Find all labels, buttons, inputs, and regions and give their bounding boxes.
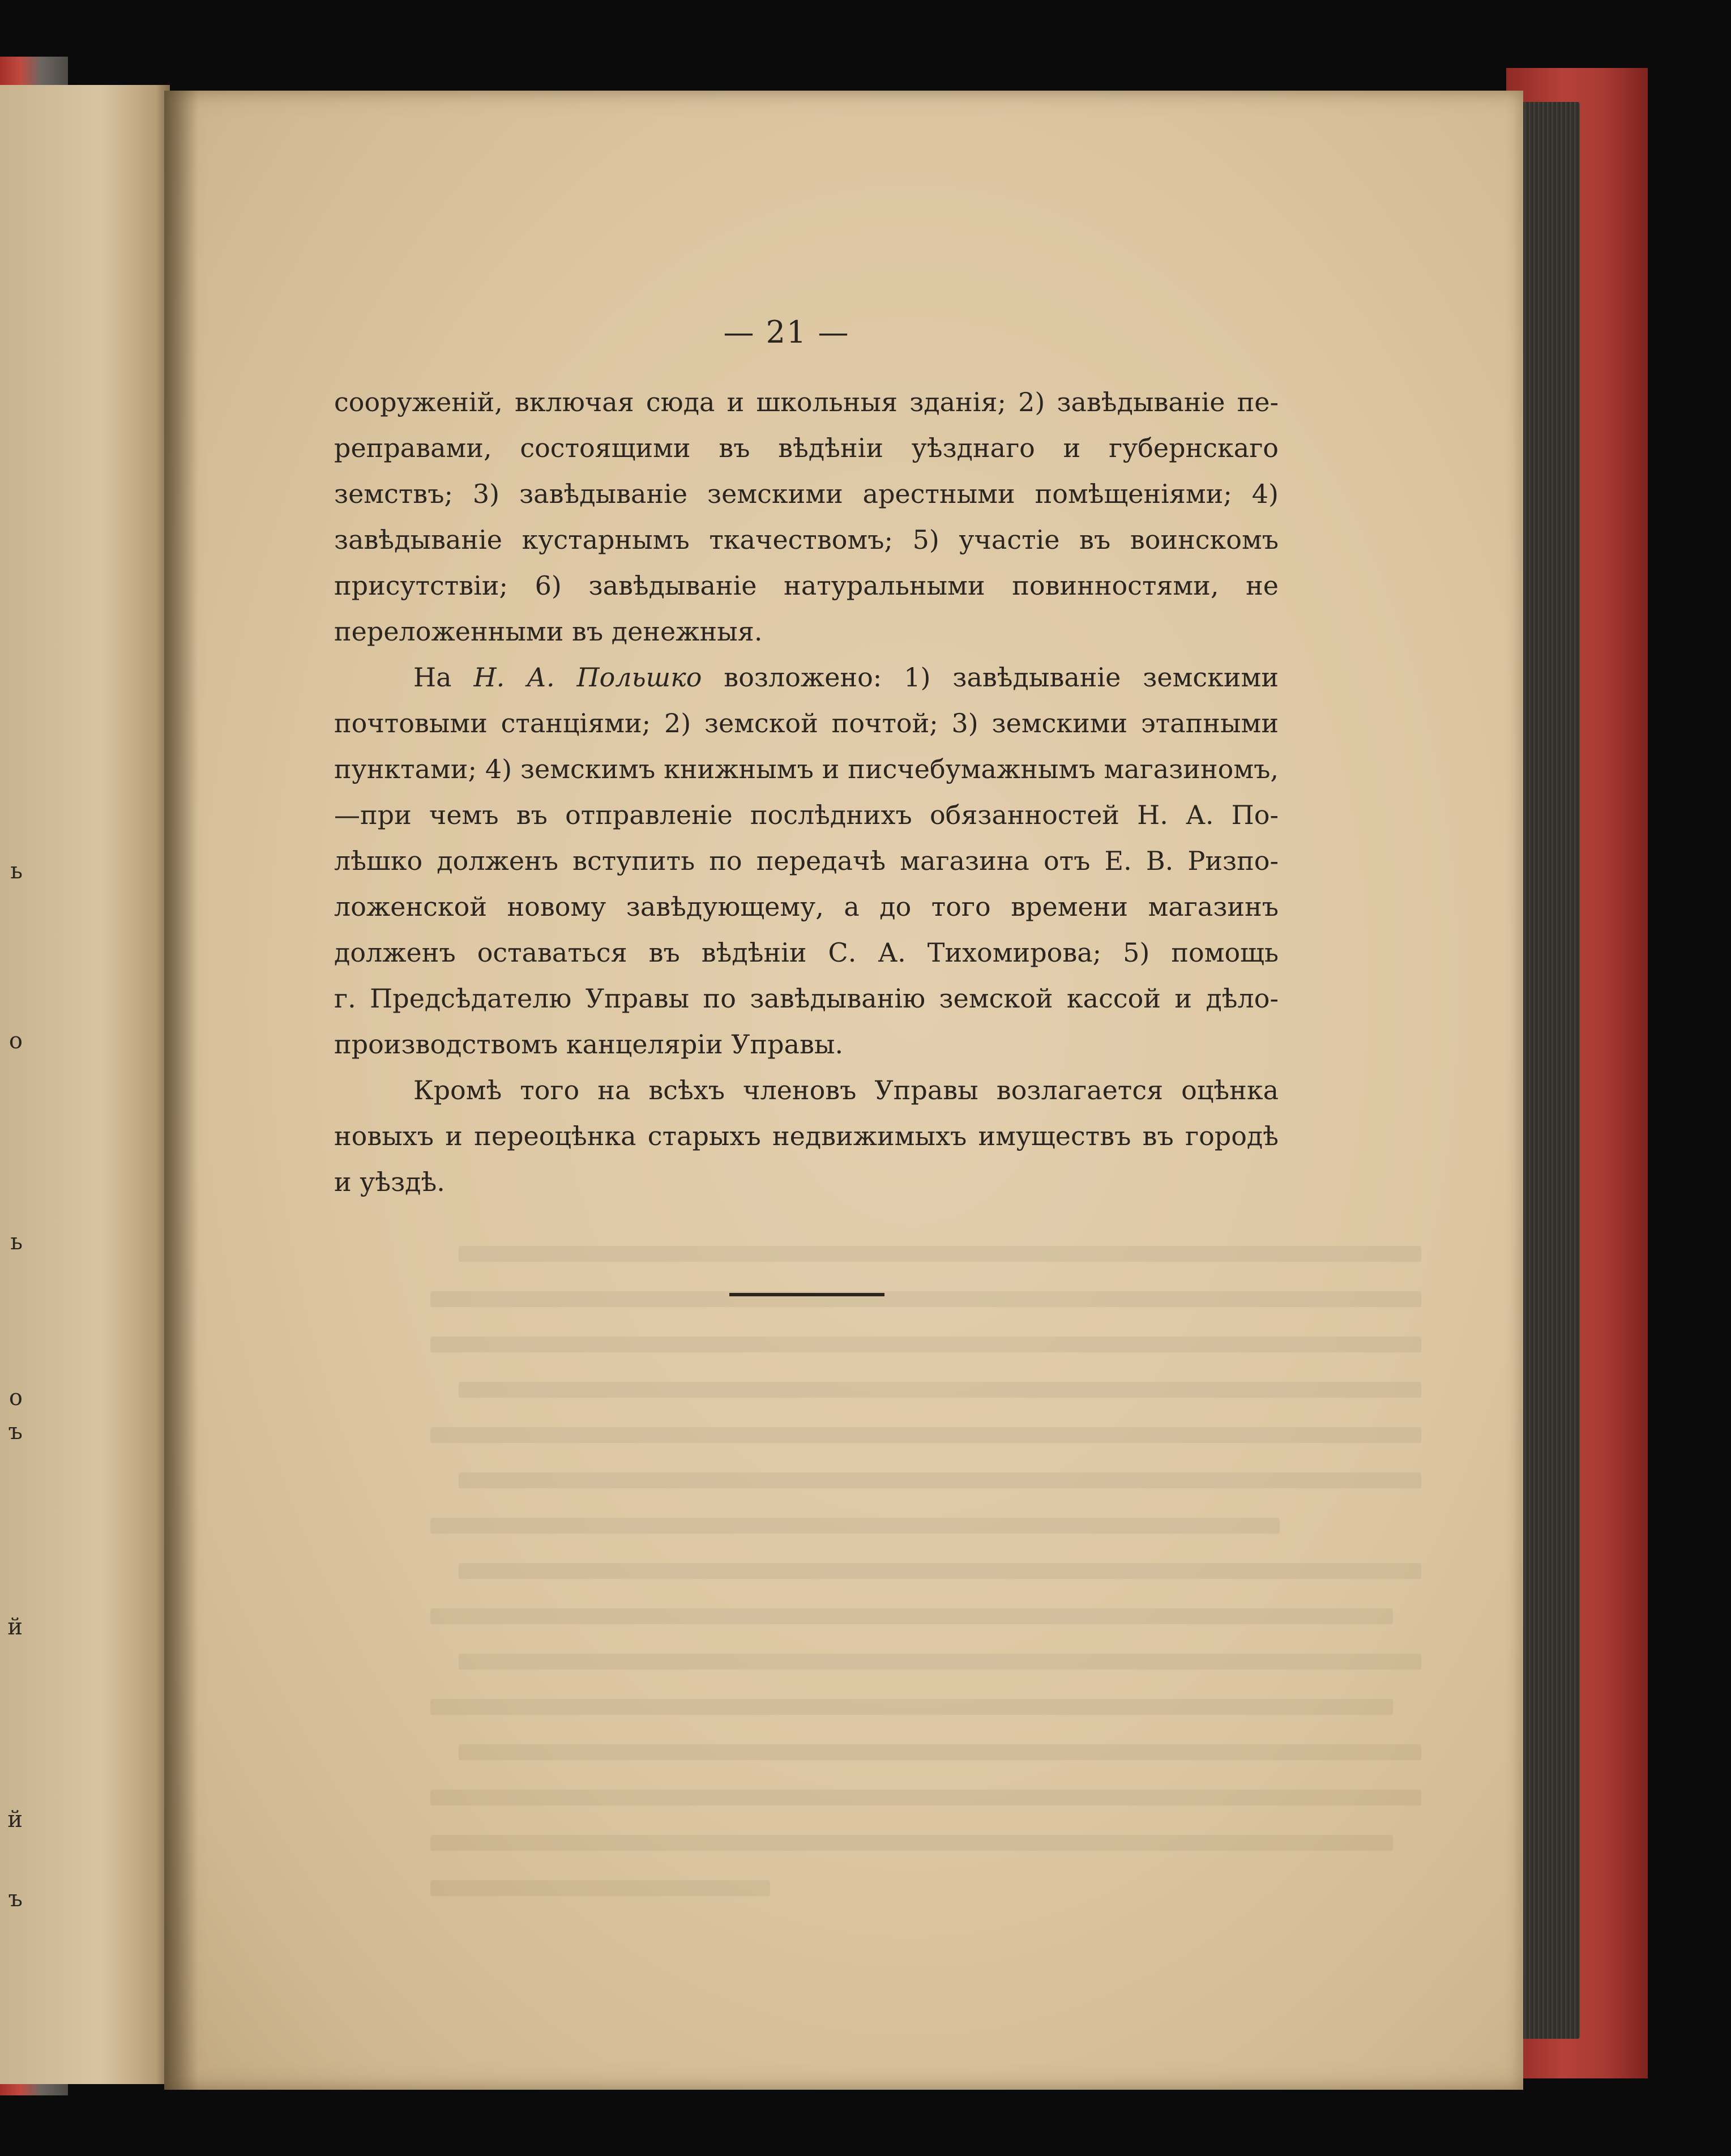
text-run: На <box>413 662 474 693</box>
text-line: новыхъ и переоцѣнка старыхъ недвижимыхъ имуществъ въ городѣ <box>334 1121 1279 1151</box>
gutter-shadow <box>164 91 198 2090</box>
left-page-fragment: ь <box>10 1229 23 1255</box>
person-name-italic: Н. А. Польшко <box>473 662 702 693</box>
text-line: и уѣздѣ. <box>334 1167 445 1197</box>
paragraph-3 <box>334 1068 1279 1205</box>
text-line: г. Предсѣдателю Управы по завѣдыванію земской кассой и дѣло- <box>334 983 1279 1014</box>
text-line: сооруженій, включая сюда и школьныя зданія; 2) завѣдываніе пе- <box>334 387 1279 417</box>
bleed-through <box>459 1654 1421 1670</box>
bleed-through <box>430 1790 1421 1805</box>
text-line: реправами, состоящими въ вѣдѣніи уѣзднаго и губернскаго <box>334 433 1279 463</box>
bleed-through <box>430 1337 1421 1352</box>
page-text-block <box>334 314 1279 1205</box>
text-line: Кромѣ того на всѣхъ членовъ Управы возлагается оцѣнка <box>413 1075 1279 1105</box>
text-line: производствомъ канцеляріи Управы. <box>334 1029 844 1060</box>
left-page-fragment: о <box>8 1385 23 1411</box>
bleed-through <box>430 1699 1393 1715</box>
bleed-through <box>430 1608 1393 1624</box>
bleed-through <box>430 1880 770 1896</box>
text-line: долженъ оставаться въ вѣдѣніи С. А. Тихомирова; 5) помощь <box>334 937 1279 968</box>
left-page-fragment: й <box>7 1807 23 1833</box>
bleed-through <box>459 1382 1421 1398</box>
text-line: —при чемъ въ отправленіе послѣднихъ обязанностей Н. А. По- <box>334 800 1279 830</box>
left-page-fragment: ъ <box>8 1886 23 1912</box>
left-facing-page <box>0 85 170 2084</box>
section-divider-rule <box>729 1293 884 1296</box>
text-line: завѣдываніе кустарнымъ ткачествомъ; 5) участіе въ воинскомъ <box>334 524 1279 555</box>
text-line-first <box>334 655 1279 701</box>
text-line: ложенской новому завѣдующему, а до того времени магазинъ <box>334 891 1279 922</box>
text-run: возложено: 1) завѣдываніе земскими <box>702 662 1279 693</box>
text-line: пунктами; 4) земскимъ книжнымъ и писчебумажнымъ магазиномъ, <box>334 754 1279 784</box>
bleed-through <box>430 1518 1280 1534</box>
paragraph-1 <box>334 379 1279 655</box>
bleed-through <box>459 1472 1421 1488</box>
text-line: лѣшко долженъ вступить по передачѣ магазина отъ Е. В. Ризпо- <box>334 846 1279 876</box>
left-page-fragment: ь <box>10 858 23 884</box>
bleed-through <box>459 1744 1421 1760</box>
page-number: — 21 — <box>723 314 850 350</box>
bleed-through <box>430 1291 1421 1307</box>
page-block-edges <box>1518 102 1580 2039</box>
left-page-fragment: ъ <box>8 1419 23 1445</box>
text-line: присутствіи; 6) завѣдываніе натуральными повинностями, не <box>334 570 1279 601</box>
bleed-through <box>459 1563 1421 1579</box>
bleed-through <box>459 1246 1421 1262</box>
left-page-fragment: о <box>8 1028 23 1054</box>
text-line: земствъ; 3) завѣдываніе земскими арестными помѣщеніями; 4) <box>334 479 1279 509</box>
paragraph-2 <box>334 655 1279 1068</box>
bleed-through <box>430 1427 1421 1443</box>
text-line: переложенными въ денежныя. <box>334 616 763 647</box>
text-line: почтовыми станціями; 2) земской почтой; 3) земскими этапными <box>334 708 1279 738</box>
left-page-fragment: й <box>7 1614 23 1640</box>
bleed-through <box>430 1835 1393 1851</box>
